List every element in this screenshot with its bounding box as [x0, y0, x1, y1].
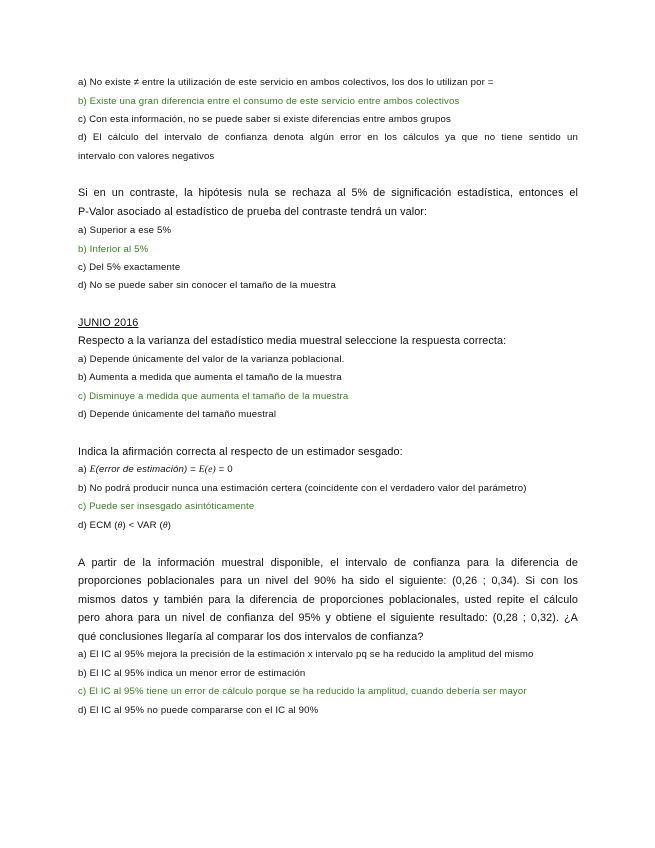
q4-option-d-prefix: d) ECM (: [78, 520, 118, 531]
q2-option-b-correct: b) Inferior al 5%: [78, 244, 149, 255]
q4-option-a: [78, 464, 233, 475]
q3-stem: Respecto a la varianza del estadístico media muestral seleccione la respuesta correcta:: [78, 335, 507, 347]
q5-stem-line3: mismos datos y también para la diferencia de proporciones poblacionales, usted repite el cálculo: [78, 594, 578, 606]
q4-theta-symbol-2: θ: [162, 520, 168, 531]
q5-option-b: b) El IC al 95% indica un menor error de estimación: [78, 668, 306, 679]
q1-option-d-line1: d) El cálculo del intervalo de confianza denota algún error en los cálculos ya que no tiene sentido un: [78, 132, 578, 143]
q4-option-c-correct: c) Puede ser insesgado asintóticamente: [78, 501, 255, 512]
q3-option-d: d) Depende únicamente del tamaño muestral: [78, 409, 277, 420]
q4-expectation-symbol-2: E: [198, 464, 205, 475]
q4-option-a-error-term: (error de estimación): [95, 464, 188, 475]
q4-option-d: [78, 520, 171, 531]
q3-option-c-correct: c) Disminuye a medida que aumenta el tamaño de la muestra: [78, 391, 349, 402]
q4-option-d-end: ): [167, 520, 172, 531]
q5-stem-line1: A partir de la información muestral disponible, el intervalo de confianza para la diferencia de: [78, 557, 578, 569]
q4-option-d-mid: ) < VAR (: [122, 520, 163, 531]
q2-stem-line2: P-Valor asociado al estadístico de prueba del contraste tendrá un valor:: [78, 206, 428, 218]
q5-option-c-correct: c) El IC al 95% tiene un error de cálculo porque se ha reducido la amplitud, cuando debería ser mayor: [78, 686, 527, 697]
q4-stem: Indica la afirmación correcta al respecto de un estimador sesgado:: [78, 446, 403, 458]
q4-option-a-prefix: a): [78, 464, 90, 475]
q3-option-b: b) Aumenta a medida que aumenta el tamaño de la muestra: [78, 372, 342, 383]
q5-option-a: a) El IC al 95% mejora la precisión de la estimación x intervalo pq se ha reducido la amplitud del mismo: [78, 649, 534, 660]
section-heading: JUNIO 2016: [78, 317, 139, 329]
q1-option-d-line2: intervalo con valores negativos: [78, 151, 215, 162]
q4-theta-symbol-1: θ: [117, 520, 123, 531]
q4-option-a-argument: (e): [204, 464, 216, 475]
q1-option-a: a) No existe ≠ entre la utilización de este servicio en ambos colectivos, los dos lo utilizan por =: [78, 77, 494, 88]
q2-option-a: a) Superior a ese 5%: [78, 225, 172, 236]
q2-option-c: c) Del 5% exactamente: [78, 262, 181, 273]
q2-option-d: d) No se puede saber sin conocer el tamaño de la muestra: [78, 280, 336, 291]
q2-stem-line1: Si en un contraste, la hipótesis nula se rechaza al 5% de significación estadística, entonces el: [78, 187, 578, 199]
q5-option-d: d) El IC al 95% no puede compararse con el IC al 90%: [78, 705, 319, 716]
q4-option-b: b) No podrá producir nunca una estimación certera (coincidente con el verdadero valor del parámetro): [78, 483, 527, 494]
q5-stem-line4: pero ahora para un nivel de confianza del 95% y obtiene el siguiente resultado: (0,28 ; 0,32). ¿A: [78, 612, 578, 624]
q4-expectation-symbol-1: E: [89, 464, 96, 475]
q4-option-a-equals: =: [187, 464, 199, 475]
q1-option-b-correct: b) Existe una gran diferencia entre el consumo de este servicio entre ambos colectivos: [78, 96, 460, 107]
q1-option-c: c) Con esta información, no se puede saber si existe diferencias entre ambos grupos: [78, 114, 451, 125]
q4-option-a-end: = 0: [215, 464, 233, 475]
q5-stem-line5: qué conclusiones llegaría al comparar los dos intervalos de confianza?: [78, 631, 424, 643]
q3-option-a: a) Depende únicamente del valor de la varianza poblacional.: [78, 354, 345, 365]
q5-stem-line2: proporciones poblacionales para un nivel del 90% ha sido el siguiente: (0,26 ; 0,34). Si con los: [78, 575, 578, 587]
